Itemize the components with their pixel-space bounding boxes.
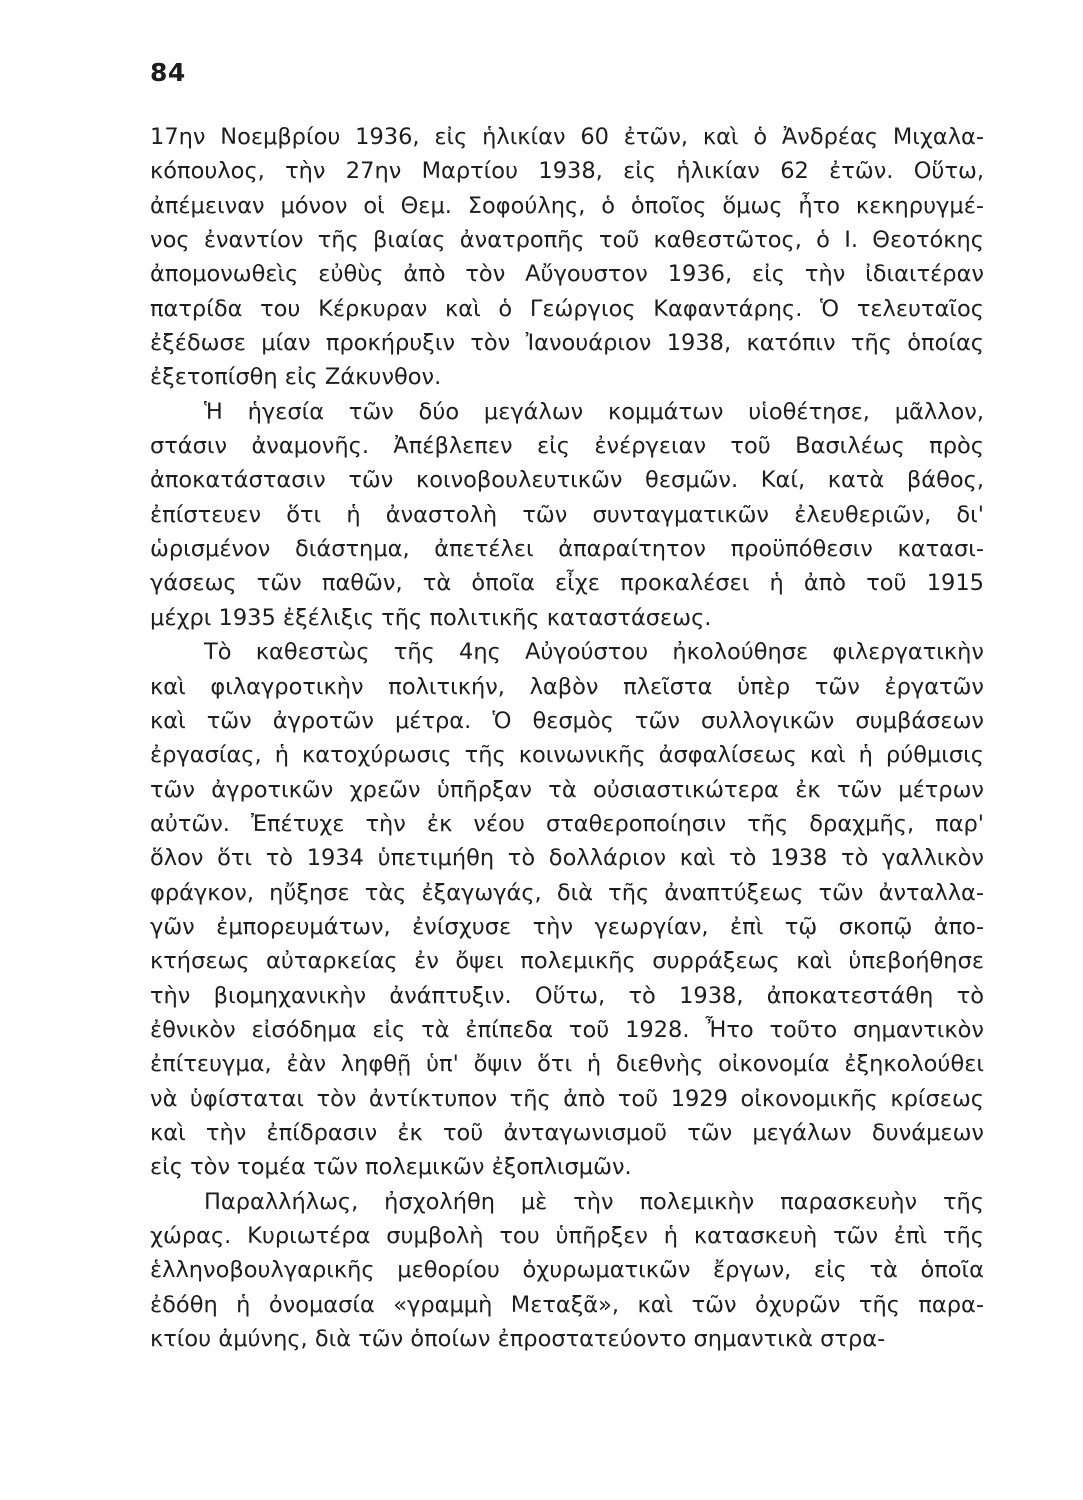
text-line: ὡρισμένον διάστημα, ἀπετέλει ἀπαραίτητον προϋπόθεσιν κατασι-: [150, 536, 984, 563]
text-line: νὰ ὑφίσταται τὸν ἀντίκτυπον τῆς ἀπὸ τοῦ 1929 οἰκονομικῆς κρίσεως: [150, 1085, 984, 1112]
text-line: ἐπίτευγμα, ἐὰν ληφθῇ ὑπ' ὄψιν ὅτι ἡ διεθνὴς οἰκονομία ἐξηκολούθει: [150, 1051, 984, 1078]
text-line: ἑλληνοβουλγαρικῆς μεθορίου ὀχυρωματικῶν ἔργων, εἰς τὰ ὁποῖα: [150, 1257, 984, 1284]
text-line: πατρίδα του Κέρκυραν καὶ ὁ Γεώργιος Καφαντάρης. Ὁ τελευταῖος: [150, 295, 984, 322]
text-line: γάσεως τῶν παθῶν, τὰ ὁποῖα εἶχε προκαλέσει ἡ ἀπὸ τοῦ 1915: [150, 570, 984, 597]
text-line: μέχρι 1935 ἐξέλιξις τῆς πολιτικῆς καταστάσεως.: [150, 604, 712, 631]
text-line: ἐργασίας, ἡ κατοχύρωσις τῆς κοινωνικῆς ἀσφαλίσεως καὶ ἡ ρύθμισις: [150, 742, 984, 769]
text-line: καὶ τῶν ἀγροτῶν μέτρα. Ὁ θεσμὸς τῶν συλλογικῶν συμβάσεων: [150, 707, 984, 734]
paragraph: [150, 1185, 984, 1357]
text-line: γῶν ἐμπορευμάτων, ἐνίσχυσε τὴν γεωργίαν, ἐπὶ τῷ σκοπῷ ἀπο-: [150, 913, 984, 940]
text-line: τὴν βιομηχανικὴν ἀνάπτυξιν. Οὕτω, τὸ 1938, ἀποκατεστάθη τὸ: [150, 982, 984, 1009]
text-line: ἐδόθη ἡ ὀνομασία «γραμμὴ Μεταξᾶ», καὶ τῶν ὀχυρῶν τῆς παρα-: [150, 1291, 984, 1318]
text-line: Τὸ καθεστὼς τῆς 4ης Αὐγούστου ἠκολούθησε φιλεργατικὴν: [204, 639, 984, 666]
text-line: κόπουλος, τὴν 27ην Μαρτίου 1938, εἰς ἡλικίαν 62 ἐτῶν. Οὕτω,: [150, 158, 984, 185]
body-text: [150, 120, 984, 1356]
text-line: Ἡ ἡγεσία τῶν δύο μεγάλων κομμάτων υἱοθέτησε, μᾶλλον,: [204, 398, 984, 425]
text-line: καὶ φιλαγροτικὴν πολιτικήν, λαβὸν πλεῖστα ὑπὲρ τῶν ἐργατῶν: [150, 673, 984, 700]
text-line: 17ην Νοεμβρίου 1936, εἰς ἡλικίαν 60 ἐτῶν, καὶ ὁ Ἀνδρέας Μιχαλα-: [150, 124, 984, 150]
paragraph: [150, 395, 984, 635]
text-line: κτίου ἀμύνης, διὰ τῶν ὁποίων ἐπροστατεύοντο σημαντικὰ στρα-: [150, 1326, 886, 1353]
text-line: ἀποκατάστασιν τῶν κοινοβουλευτικῶν θεσμῶν. Καί, κατὰ βάθος,: [150, 467, 984, 494]
text-line: ἐπίστευεν ὅτι ἡ ἀναστολὴ τῶν συνταγματικῶν ἐλευθεριῶν, δι': [150, 501, 984, 528]
text-line: ἐθνικὸν εἰσόδημα εἰς τὰ ἐπίπεδα τοῦ 1928. Ἦτο τοῦτο σημαντικὸν: [150, 1016, 984, 1043]
text-line: στάσιν ἀναμονῆς. Ἀπέβλεπεν εἰς ἐνέργειαν τοῦ Βασιλέως πρὸς: [150, 433, 984, 460]
text-line: τῶν ἀγροτικῶν χρεῶν ὑπῆρξαν τὰ οὐσιαστικώτερα ἐκ τῶν μέτρων: [150, 776, 984, 803]
text-line: χώρας. Κυριωτέρα συμβολὴ του ὑπῆρξεν ἡ κατασκευὴ τῶν ἐπὶ τῆς: [150, 1223, 984, 1249]
text-line: κτήσεως αὐταρκείας ἐν ὄψει πολεμικῆς συρράξεως καὶ ὑπεβοήθησε: [150, 948, 984, 975]
text-line: φράγκον, ηὔξησε τὰς ἐξαγωγάς, διὰ τῆς ἀναπτύξεως τῶν ἀνταλλα-: [150, 879, 984, 906]
page-number: 84: [150, 58, 186, 87]
text-line: αὐτῶν. Ἐπέτυχε τὴν ἐκ νέου σταθεροποίησιν τῆς δραχμῆς, παρ': [150, 810, 984, 837]
text-line: ἐξετοπίσθη εἰς Ζάκυνθον.: [150, 364, 442, 391]
text-line: ἀπέμειναν μόνον οἱ Θεμ. Σοφούλης, ὁ ὁποῖος ὅμως ἦτο κεκηρυγμέ-: [150, 192, 984, 219]
text-line: Παραλλήλως, ἠσχολήθη μὲ τὴν πολεμικὴν παρασκευὴν τῆς: [204, 1188, 984, 1215]
paragraph: [150, 120, 984, 395]
paragraph: [150, 635, 984, 1185]
text-line: εἰς τὸν τομέα τῶν πολεμικῶν ἐξοπλισμῶν.: [150, 1154, 632, 1181]
text-line: ἐξέδωσε μίαν προκήρυξιν τὸν Ἰανουάριον 1938, κατόπιν τῆς ὁποίας: [150, 330, 984, 357]
text-line: νος ἐναντίον τῆς βιαίας ἀνατροπῆς τοῦ καθεστῶτος, ὁ Ι. Θεοτόκης: [150, 227, 984, 254]
text-line: ὅλον ὅτι τὸ 1934 ὑπετιμήθη τὸ δολλάριον καὶ τὸ 1938 τὸ γαλλικὸν: [150, 845, 984, 872]
text-line: καὶ τὴν ἐπίδρασιν ἐκ τοῦ ἀνταγωνισμοῦ τῶν μεγάλων δυνάμεων: [150, 1119, 984, 1146]
text-line: ἀπομονωθεὶς εὐθὺς ἀπὸ τὸν Αὔγουστον 1936, εἰς τὴν ἰδιαιτέραν: [150, 261, 984, 288]
